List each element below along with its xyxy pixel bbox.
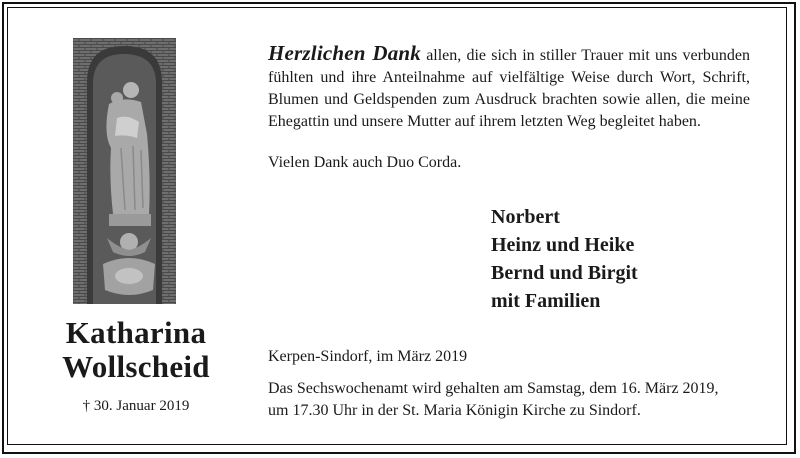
- deceased-name: [40, 316, 232, 384]
- madonna-statue-photo: [73, 38, 176, 304]
- death-date: † 30. Januar 2019: [82, 398, 190, 414]
- thanks-extra-line: Vielen Dank auch Duo Corda.: [268, 154, 462, 171]
- service-line: um 17.30 Uhr in der St. Maria Königin Kirche zu Sindorf.: [268, 402, 641, 419]
- thanks-heading: Herzlichen Dank: [268, 41, 421, 65]
- family-member: Bernd und Birgit: [491, 262, 638, 284]
- service-notice: [268, 378, 768, 422]
- deceased-first-name: Katharina: [65, 315, 207, 350]
- family-member: mit Familien: [491, 290, 601, 312]
- family-member: Heinz und Heike: [491, 234, 635, 256]
- family-signatures: [491, 203, 638, 315]
- family-member: Norbert: [491, 206, 560, 228]
- place-date: Kerpen-Sindorf, im März 2019: [268, 348, 468, 365]
- service-line: Das Sechswochenamt wird gehalten am Samstag, dem 16. März 2019,: [268, 380, 719, 397]
- thanks-text: allen, die sich in stiller Trauer mit uns verbunden fühlten und ihre Anteilnahme auf vielfältige Weise durch Wort, Schrift, Blumen und Geldspenden zum Ausdruck brachten sowie allen, die meine Ehegattin und unsere Mutter auf ihrem letzten Weg begleitet haben.: [268, 47, 751, 130]
- deceased-last-name: Wollscheid: [62, 349, 210, 384]
- thanks-paragraph: [268, 42, 750, 133]
